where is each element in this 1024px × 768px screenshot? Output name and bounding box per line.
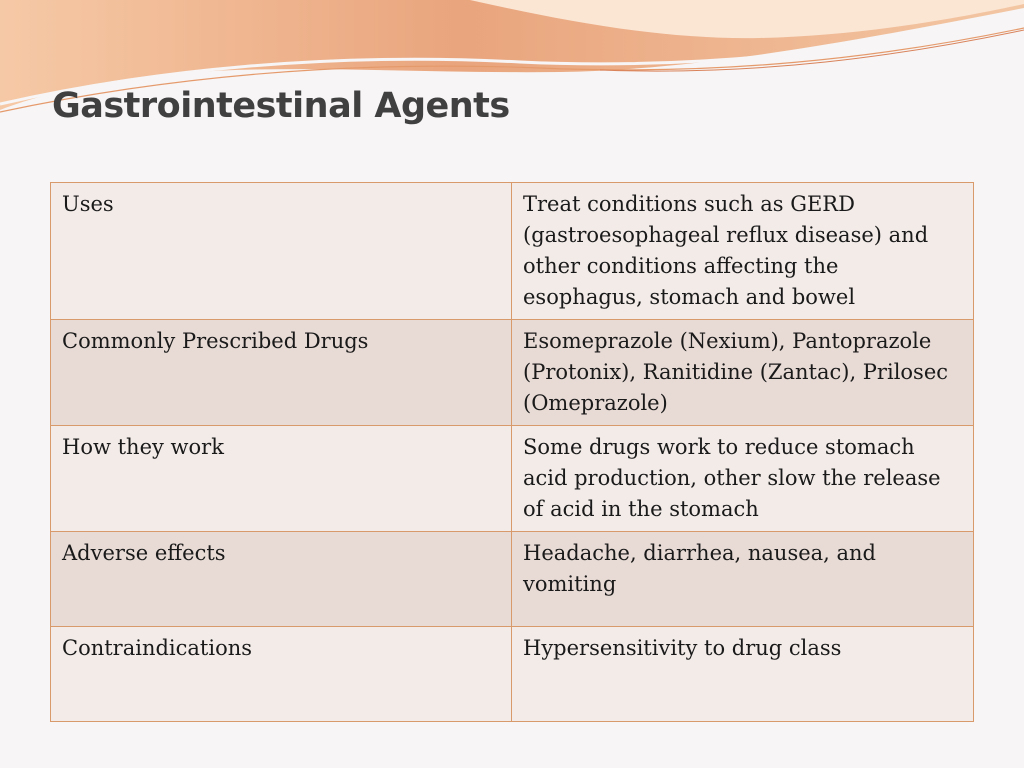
row-label-cell: Commonly Prescribed Drugs [51, 320, 512, 426]
info-table [50, 182, 974, 722]
row-label-cell: Contraindications [51, 627, 512, 722]
table-row [51, 320, 974, 426]
table-row [51, 426, 974, 532]
row-value-cell: Esomeprazole (Nexium), Pantoprazole (Protonix), Ranitidine (Zantac), Prilosec (Omeprazole) [512, 320, 974, 426]
row-value-cell: Headache, diarrhea, nausea, and vomiting [512, 532, 974, 627]
row-label-cell: Uses [51, 183, 512, 320]
row-label-cell: How they work [51, 426, 512, 532]
row-value-cell: Hypersensitivity to drug class [512, 627, 974, 722]
row-value-cell: Treat conditions such as GERD (gastroesophageal reflux disease) and other conditions affecting the esophagus, stomach and bowel [512, 183, 974, 320]
info-table-container [50, 182, 974, 722]
table-row [51, 183, 974, 320]
table-row [51, 532, 974, 627]
row-value-cell: Some drugs work to reduce stomach acid production, other slow the release of acid in the stomach [512, 426, 974, 532]
page-title: Gastrointestinal Agents [52, 86, 510, 126]
row-label-cell: Adverse effects [51, 532, 512, 627]
table-row [51, 627, 974, 722]
